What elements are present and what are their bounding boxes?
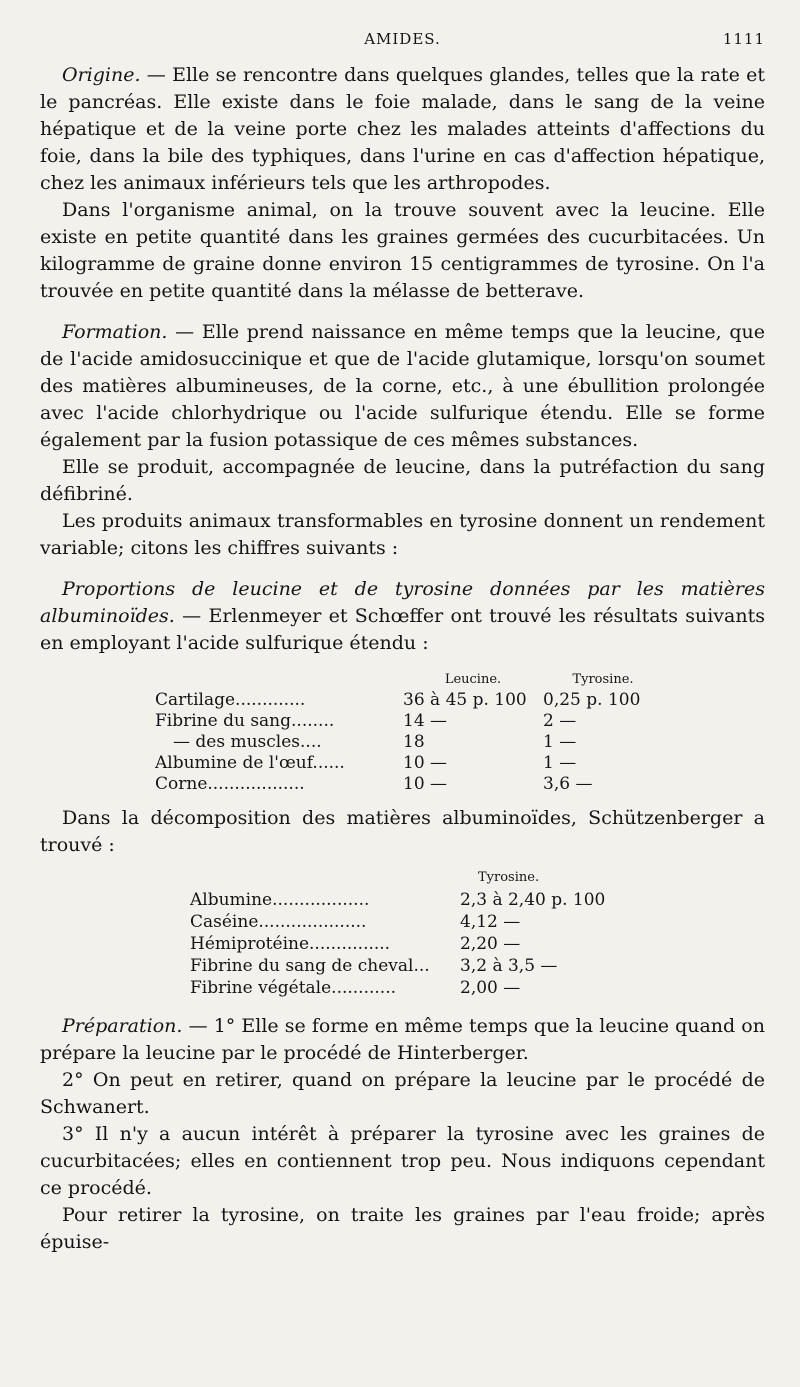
tyrosine-value: 4,12 — bbox=[460, 912, 521, 932]
text-formation: Elle prend naissance en même temps que la leucine, que de l'acide amidosuccinique et que de l'acide glutamique, lorsqu'on soumet des matières albumineuses, de la corne, etc., à une ébullition prolongée avec l'acide chlorhydrique ou l'acide sulfurique étendu. Elle se forme également par la fusion potassique de ces mêmes substances. bbox=[40, 321, 765, 451]
leucine-value: 10 — bbox=[403, 753, 448, 773]
table-row bbox=[155, 732, 663, 753]
tyrosine-value: 2 — bbox=[543, 711, 577, 731]
table-row bbox=[155, 774, 663, 795]
column-header-tyrosine: Tyrosine. bbox=[478, 870, 540, 885]
heading-formation: Formation. bbox=[62, 321, 168, 343]
tyrosine-value: 0,25 p. 100 bbox=[543, 690, 641, 710]
heading-origine: Origine. bbox=[62, 64, 141, 86]
text-origine: Elle se rencontre dans quelques glandes, telles que la rate et le pancréas. Elle existe dans le foie malade, dans le sang de la veine hépatique et de la veine porte chez les malades atteints d'affections du foie, dans la bile des typhiques, dans l'urine en cas d'affection hépatique, chez les animaux inférieurs tels que les arthropodes. bbox=[40, 64, 765, 194]
table-leucine-tyrosine bbox=[155, 669, 663, 795]
tyrosine-value: 3,2 à 3,5 — bbox=[460, 956, 558, 976]
tyrosine-value: 1 — bbox=[543, 732, 577, 752]
table-row bbox=[190, 911, 638, 933]
paragraph-origine: Origine. — Elle se rencontre dans quelques glandes, telles que la rate et le pancréas. Elle existe dans le foie malade, dans le sang de la veine hépatique et de la veine porte chez les malades atteints d'affections du foie, dans la bile des typhiques, dans l'urine en cas d'affection hépatique, chez les animaux inférieurs tels que les arthropodes. bbox=[40, 64, 765, 194]
leucine-value: 10 — bbox=[403, 774, 448, 794]
table-row bbox=[155, 711, 663, 732]
table-row bbox=[190, 977, 638, 999]
table-row bbox=[190, 889, 638, 911]
paragraph-schutzenberger: Dans la décomposition des matières albuminoïdes, Schützenberger a trouvé : bbox=[40, 807, 765, 856]
row-label: Hémiprotéine............... bbox=[190, 934, 391, 954]
table-row bbox=[155, 753, 663, 774]
leucine-value: 36 à 45 p. 100 bbox=[403, 690, 527, 710]
row-label: Fibrine végétale............ bbox=[190, 978, 397, 998]
row-label: Caséine.................... bbox=[190, 912, 367, 932]
table-schutzenberger bbox=[190, 867, 638, 999]
paragraph-proportions: Proportions de leucine et de tyrosine données par les matières albuminoïdes. — Erlenmeyer et Schœffer ont trouvé les résultats suivants en employant l'acide sulfurique étendu : bbox=[40, 578, 765, 654]
heading-preparation: Préparation. bbox=[62, 1015, 183, 1037]
paragraph-formation-2: Elle se produit, accompagnée de leucine, dans la putréfaction du sang défibriné. bbox=[40, 456, 765, 505]
paragraph-preparation-3: 3° Il n'y a aucun intérêt à préparer la tyrosine avec les graines de cucurbitacées; elles en contiennent trop peu. Nous indiquons cependant ce procédé. bbox=[40, 1123, 765, 1199]
row-label: — des muscles.... bbox=[173, 732, 322, 752]
paragraph-preparation-4: Pour retirer la tyrosine, on traite les graines par l'eau froide; après épuise- bbox=[40, 1204, 765, 1253]
page-header bbox=[40, 30, 765, 54]
tyrosine-value: 1 — bbox=[543, 753, 577, 773]
tyrosine-value: 3,6 — bbox=[543, 774, 593, 794]
table-header-row bbox=[155, 669, 663, 690]
leucine-value: 18 bbox=[403, 732, 425, 752]
page-number: 1111 bbox=[722, 30, 765, 48]
running-title: AMIDES. bbox=[364, 30, 441, 48]
paragraph-formation-3: Les produits animaux transformables en tyrosine donnent un rendement variable; citons les chiffres suivants : bbox=[40, 510, 765, 559]
paragraph-preparation-2: 2° On peut en retirer, quand on prépare la leucine par le procédé de Schwanert. bbox=[40, 1069, 765, 1118]
paragraph-origine-2: Dans l'organisme animal, on la trouve souvent avec la leucine. Elle existe en petite quantité dans les graines germées des cucurbitacées. Un kilogramme de graine donne environ 15 centigrammes de tyrosine. On l'a trouvée en petite quantité dans la mélasse de betterave. bbox=[40, 199, 765, 302]
row-label: Corne.................. bbox=[155, 774, 305, 794]
heading-proportions: Proportions de leucine et de tyrosine données par les matières albuminoïdes. bbox=[40, 578, 765, 627]
column-header-leucine: Leucine. bbox=[444, 672, 502, 687]
table-row bbox=[190, 955, 638, 977]
table-row bbox=[190, 933, 638, 955]
row-label: Fibrine du sang........ bbox=[155, 711, 335, 731]
leucine-value: 14 — bbox=[403, 711, 448, 731]
text-preparation-1: 1° Elle se forme en même temps que la leucine quand on prépare la leucine par le procédé de Hinterberger. bbox=[40, 1015, 765, 1064]
paragraph-preparation-1: Préparation. — 1° Elle se forme en même temps que la leucine quand on prépare la leucine par le procédé de Hinterberger. bbox=[40, 1015, 765, 1064]
tyrosine-value: 2,00 — bbox=[460, 978, 521, 998]
tyrosine-value: 2,20 — bbox=[460, 934, 521, 954]
body-text bbox=[40, 62, 765, 1256]
row-label: Albumine.................. bbox=[190, 890, 370, 910]
text-proportions: Erlenmeyer et Schœffer ont trouvé les résultats suivants en employant l'acide sulfurique étendu : bbox=[40, 605, 765, 654]
paragraph-formation: Formation. — Elle prend naissance en même temps que la leucine, que de l'acide amidosuccinique et que de l'acide glutamique, lorsqu'on soumet des matières albumineuses, de la corne, etc., à une ébullition prolongée avec l'acide chlorhydrique ou l'acide sulfurique étendu. Elle se forme également par la fusion potassique de ces mêmes substances. bbox=[40, 321, 765, 451]
column-header-tyrosine: Tyrosine. bbox=[572, 672, 634, 687]
row-label: Albumine de l'œuf...... bbox=[155, 753, 345, 773]
table-header-row bbox=[190, 867, 638, 889]
row-label: Cartilage............. bbox=[155, 690, 306, 710]
row-label: Fibrine du sang de cheval... bbox=[190, 956, 430, 976]
table-row bbox=[155, 690, 663, 711]
tyrosine-value: 2,3 à 2,40 p. 100 bbox=[460, 890, 606, 910]
